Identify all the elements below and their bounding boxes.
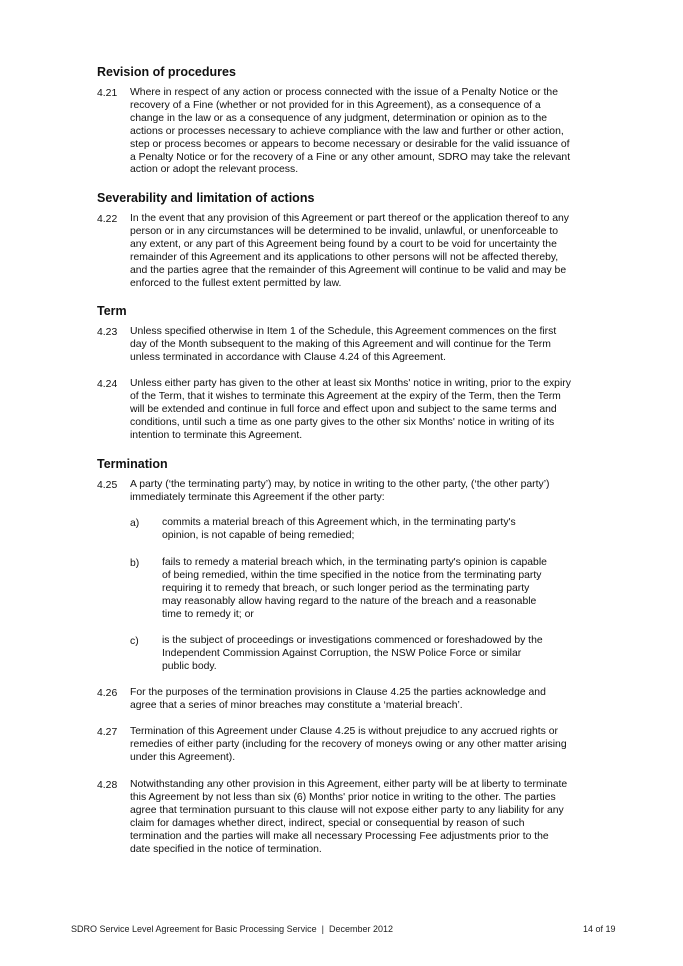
sub-item-label-b: b) [130,558,140,569]
text-line: immediately terminate this Agreement if the other party: [130,491,385,503]
text-line: Unless specified otherwise in Item 1 of the Schedule, this Agreement commences on the first [130,326,557,337]
text-line: will be extended and continue in full force and effect upon and subject to the same terms and [130,403,557,415]
text-line: of being remedied, within the time specified in the notice from the terminating party [162,569,542,581]
heading-term: Term [97,304,127,318]
text-line: fails to remedy a material breach which, in the terminating party's opinion is capable [162,557,547,568]
clause-number-4-28: 4.28 [97,780,118,791]
text-line: requiring it to remedy that breach, or such longer period as the terminating party [162,582,530,594]
text-line: agree that termination pursuant to this clause will not expose either party to any liability for any [130,804,564,816]
text-line: enforced to the fullest extent permitted by law. [130,277,342,289]
clause-text-4-27 [130,726,567,765]
text-line: intention to terminate this Agreement. [130,429,303,441]
text-line: termination and the parties will make all necessary Processing Fee adjustments prior to the [130,830,549,842]
text-line: conditions, until such a time as one party gives to the other six Months' notice in writing of its [130,416,555,428]
clause-number-4-24: 4.24 [97,379,118,390]
text-line: In the event that any provision of this Agreement or part thereof or the application thereof to any [130,213,569,224]
clause-text-4-24 [130,378,571,443]
text-line: opinion, is not capable of being remedied; [162,529,355,541]
text-line: public body. [162,660,217,672]
text-line: unless terminated in accordance with Clause 4.24 of this Agreement. [130,351,446,363]
heading-severability: Severability and limitation of actions [97,191,315,205]
text-line: may reasonably allow having regard to the nature of the breach and a reasonable [162,595,537,607]
text-line: Unless either party has given to the other at least six Months' notice in writing, prior to the expiry [130,378,571,389]
text-line: remedies of either party (including for the recovery of moneys owing or any other matter arising [130,738,567,750]
sub-item-text-c [162,635,543,674]
clause-text-4-21 [130,87,570,177]
text-line: any extent, or any part of this Agreement being found by a court to be void for uncertainty the [130,238,557,250]
heading-revision-of-procedures: Revision of procedures [97,65,236,79]
sub-item-label-c: c) [130,636,139,647]
text-line: a Penalty Notice or for the recovery of a Fine or any other amount, SDRO may take the relevant [130,151,571,163]
text-line: commits a material breach of this Agreement which, in the terminating party's [162,517,516,528]
text-line: day of the Month subsequent to the making of this Agreement and will continue for the Term [130,338,551,350]
text-line: agree that a series of minor breaches may constitute a ‘material breach’. [130,699,463,711]
footer-page-number: 14 of 19 [583,924,616,934]
text-line: claim for damages whether direct, indirect, special or consequential by reason of such [130,817,525,829]
text-line: and the parties agree that the remainder of this Agreement will continue to be valid and may be [130,264,567,276]
sub-item-text-a [162,517,516,543]
text-line: date specified in the notice of termination. [130,843,322,855]
text-line: Where in respect of any action or process connected with the issue of a Penalty Notice or the [130,87,558,98]
text-line: this Agreement by not less than six (6) Months' prior notice in writing to the other. The parties [130,791,556,803]
clause-text-4-22 [130,213,569,290]
text-line: Independent Commission Against Corruption, the NSW Police Force or similar [162,647,522,659]
footer-document-title: SDRO Service Level Agreement for Basic Processing Service | December 2012 [71,924,393,934]
text-line: change in the law or as a consequence of any judgment, determination or opinion as to the [130,112,548,124]
clause-text-4-28 [130,779,567,856]
text-line: For the purposes of the termination provisions in Clause 4.25 the parties acknowledge and [130,687,546,698]
text-line: step or process becomes or appears to become necessary or desirable for the valid issuance of [130,138,570,150]
text-line: A party (‘the terminating party’) may, by notice in writing to the other party, (‘the other party’) [130,479,550,490]
text-line: person or in any circumstances will be determined to be invalid, unlawful, or unenforceable to [130,225,558,237]
text-line: Termination of this Agreement under Clause 4.25 is without prejudice to any accrued rights or [130,726,558,737]
clause-number-4-22: 4.22 [97,214,118,225]
clause-number-4-23: 4.23 [97,327,118,338]
clause-number-4-26: 4.26 [97,688,118,699]
clause-text-4-25 [130,479,549,505]
clause-number-4-27: 4.27 [97,727,118,738]
text-line: time to remedy it; or [162,608,254,620]
sub-item-label-a: a) [130,518,140,529]
text-line: of the Term, that it wishes to terminate this Agreement at the expiry of the Term, then the Term [130,390,561,402]
text-line: is the subject of proceedings or investigations commenced or foreshadowed by the [162,635,543,646]
text-line: recovery of a Fine (whether or not provided for in this Agreement), as a consequence of a [130,99,541,111]
text-line: Notwithstanding any other provision in this Agreement, either party will be at liberty to terminate [130,779,568,790]
text-line: remainder of this Agreement and its applications to other persons will not be affected thereby, [130,251,559,263]
heading-termination: Termination [97,457,168,471]
clause-number-4-25: 4.25 [97,480,118,491]
text-line: under this Agreement). [130,751,236,763]
text-line: actions or processes necessary to achieve compliance with the law and further or other action, [130,125,564,137]
clause-text-4-23 [130,326,556,365]
clause-text-4-26 [130,687,546,713]
sub-item-text-b [162,557,547,622]
text-line: action or adopt the relevant process. [130,164,299,176]
clause-number-4-21: 4.21 [97,88,118,99]
